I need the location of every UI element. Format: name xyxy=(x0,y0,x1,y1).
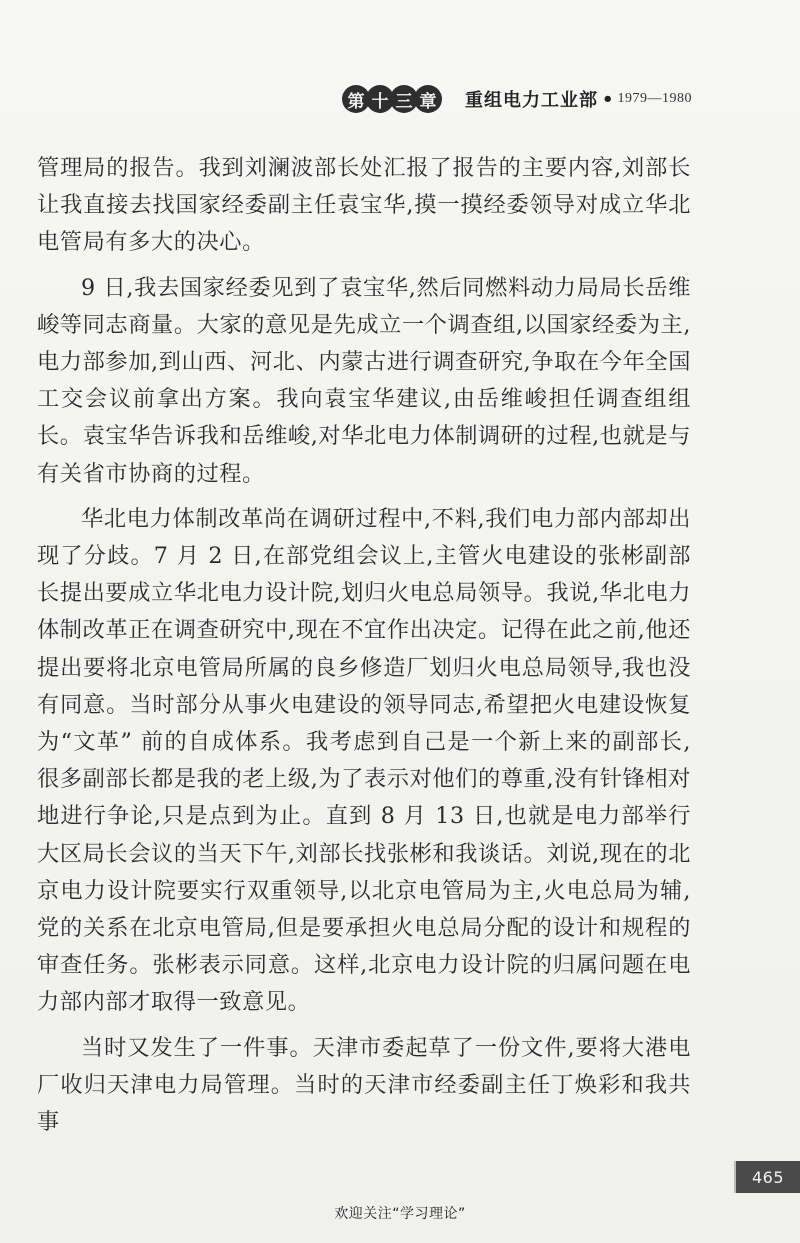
running-header xyxy=(343,84,692,114)
paragraph: 当时又发生了一件事。天津市委起草了一份文件,要将大港电厂收归天津电力局管理。当时的天津市经委副主任丁焕彩和我共事 xyxy=(37,1034,691,1136)
chapter-badge-char: 十 xyxy=(367,86,393,112)
chapter-years: 1979—1980 xyxy=(617,91,692,106)
chapter-badge-char: 三 xyxy=(391,86,417,112)
chapter-badge xyxy=(343,86,439,112)
paragraph: 华北电力体制改革尚在调研过程中,不料,我们电力部内部却出现了分歧。7 月 2 日,在部党组会议上,主管火电建设的张彬副部长提出要成立华北电力设计院,划归火电总局领导。我说,华北电力体制改革正在调查研究中,现在不宜作出决定。记得在此之前,他还提出要将北京电管局所属的良乡修造厂划归火电总局领导,我也没有同意。当时部分从事火电建设的领导同志,希望把火电建设恢复为“文革” 前的自成体系。我考虑到自己是一个新上来的副部长,很多副部长都是我的老上级,为了表示对他们的尊重,没有针锋相对地进行争论,只是点到为止。直到 8 月 13 日,也就是电力部举行大区局长会议的当天下午,刘部长找张彬和我谈话。刘说,现在的北京电力设计院要实行双重领导,以北京电管局为主,火电总局为辅,党的关系在北京电管局,但是要承担火电总局分配的设计和规程的审查任务。张彬表示同意。这样,北京电力设计院的归属问题在电力部内部才取得一致意见。 xyxy=(37,505,691,1016)
paragraph: 9 日,我去国家经委见到了袁宝华,然后同燃料动力局局长岳维峻等同志商量。大家的意见是先成立一个调查组,以国家经委为主,电力部参加,到山西、河北、内蒙古进行调查研究,争取在今年全国工交会议前拿出方案。我向袁宝华建议,由岳维峻担任调查组组长。袁宝华告诉我和岳维峻,对华北电力体制调研的过程,也就是与有关省市协商的过程。 xyxy=(37,274,691,487)
page-number: 465 xyxy=(736,1161,800,1193)
chapter-title: 重组电力工业部 xyxy=(464,90,598,111)
paragraph: 管理局的报告。我到刘澜波部长处汇报了报告的主要内容,刘部长让我直接去找国家经委副主任袁宝华,摸一摸经委领导对成立华北电管局有多大的决心。 xyxy=(37,155,691,256)
chapter-badge-char: 第 xyxy=(343,86,369,112)
header-separator: • xyxy=(601,88,614,110)
chapter-badge-char: 章 xyxy=(415,86,441,112)
footer-watermark: 欢迎关注“学习理论” xyxy=(334,1206,466,1222)
body-text xyxy=(37,150,691,1141)
